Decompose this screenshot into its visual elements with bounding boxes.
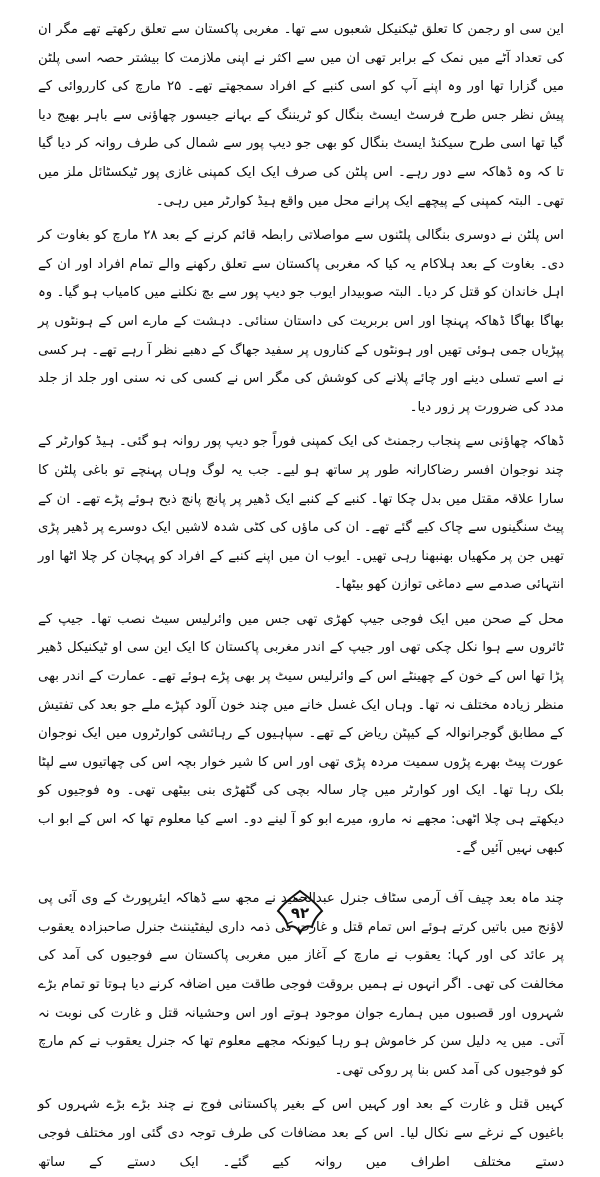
page-number: ۹۲ — [290, 904, 310, 922]
paragraph-2: اس پلٹن نے دوسری بنگالی پلٹنوں سے مواصلاتی رابطہ قائم کرنے کے بعد ۲۸ مارچ کو بغاوت کر دی۔ بغاوت کے بعد ہلاکام یہ کیا کہ مغربی پاکستان سے تعلق رکھنے والے تمام افراد اور ان کے اہل خاندان کو قتل کر دیا۔ البتہ صوبیدار ایوب جو دیپ پور سے بچ نکلنے میں کامیاب ہو گیا۔ وہ بھاگا بھاگا ڈھاکہ پہنچا اور اس بربریت کی داستان سنائی۔ دہشت کے مارے اس کے ہونٹوں پر پپڑیاں جمی ہوئی تھیں اور ہونٹوں کے کناروں پر سفید جھاگ کے دھبے نظر آ رہے تھے۔ ہر کسی نے اسے تسلی دینے اور چائے پلانے کی کوشش کی مگر اس نے کسی کی نہ سنی اور جلد از جلد مدد کی ضرورت پر زور دیا۔ — [38, 228, 565, 415]
paragraph-1: این سی او رجمن کا تعلق ٹیکنیکل شعبوں سے تھا۔ مغربی پاکستان سے تعلق رکھتے تھے مگر ان کی تعداد آٹے میں نمک کے برابر تھی ان میں سے اکثر نے اپنی ملازمت کا بیشتر حصہ اسی پلٹن میں گزارا تھا اور وہ اپنے آپ کو اسی کنبے کے افراد سمجھتے تھے۔ ۲۵ مارچ کی کارروائی کے پیش نظر جس طرح فرسٹ ایسٹ بنگال کو ٹریننگ کے بہانے جیسور چھاؤنی سے باہر بھیج دیا گیا تھا اسی طرح سیکنڈ ایسٹ بنگال کو بھی جو دیپ پور سے شمال کی طرف روانہ کر دیا گیا تا کہ وہ ڈھاکہ سے دور رہے۔ اس پلٹن کی صرف ایک ایک کمپنی غازی پور ٹیکسٹائل ملز میں تھی۔ البتہ کمپنی کے پیچھے ایک پرانے محل میں واقع ہیڈ کوارٹر میں رہی۔ — [38, 22, 564, 209]
paragraph-6: کہیں قتل و غارت کے بعد اور کہیں اس کے بغیر پاکستانی فوج نے چند بڑے بڑے شہروں کو باغیوں کے نرغے سے نکال لیا۔ اس کے بعد مضافات کی طرف توجہ دی گئی اور مختلف فوجی دستے مختلف اطراف میں روانہ کیے گئے۔ ایک دستے کے ساتھ — [38, 1097, 564, 1170]
paragraph-4: محل کے صحن میں ایک فوجی جیپ کھڑی تھی جس میں وائرلیس سیٹ نصب تھا۔ جیپ کے ٹائروں سے ہوا نکل چکی تھی اور جیپ کے اندر مغربی پاکستان کا ایک این سی او ٹیکنیکل ڈھیر پڑا تھا اس کے خون کے چھینٹے اس کے وائرلیس سیٹ پر بھی پڑے ہوئے تھے۔ عمارت کے اندر بھی منظر زیادہ مختلف نہ تھا۔ وہاں ایک غسل خانے میں چند خون آلود کپڑے ملے جو بعد کی تفتیش کے مطابق گوجرانوالہ کے کیپٹن ریاض کے تھے۔ سپاہیوں کے رہائشی کوارٹروں میں ایک نوجوان عورت پیٹ بھرے پڑوں سمیت مردہ پڑی تھی اور اس کا شیر خوار بچہ اس کی چھاتیوں سے لپٹا بلک رہا تھا۔ ایک اور کوارٹر میں چار سالہ بچی کی گٹھڑی بنی بیٹھی تھی۔ وہ فوجیوں کو دیکھتے ہی چلا اٹھی: مجھے نہ مارو، میرے ابو کو آ لینے دو۔ اسے کیا معلوم تھا کہ اس کے ابو اب کبھی نہیں آئیں گے۔ — [38, 611, 564, 856]
page-body-text — [38, 16, 564, 1177]
paragraph-3: ڈھاکہ چھاؤنی سے پنجاب رجمنٹ کی ایک کمپنی فوراً جو دیپ پور روانہ ہو گئی۔ ہیڈ کوارٹر کے چند نوجوان افسر رضاکارانہ طور پر ساتھ ہو لیے۔ جب یہ لوگ وہاں پہنچے تو باغی پلٹن کا سارا علاقہ مقتل میں بدل چکا تھا۔ کنبے کے کنبے ایک ڈھیر پر پانچ پانچ ذبح ہوئے پڑے تھے۔ ان کے پیٹ سنگینوں سے چاک کیے گئے تھے۔ ان کی ماؤں کی کٹی شدہ لاشیں ایک دوسرے پر ڈھیر پڑی تھیں جن پر مکھیاں بھنبھنا رہی تھیں۔ ایوب ان میں اپنے کنبے کے افراد کو پہچان کر چلا اٹھا اور انتہائی صدمے سے دماغی توازن کھو بیٹھا۔ — [38, 434, 564, 593]
paragraph-5: چند ماہ بعد چیف آف آرمی سٹاف جنرل عبدالحمید نے مجھ سے ڈھاکہ ایئرپورٹ کے وی آئی پی لاؤنج میں باتیں کرتے ہوئے اس تمام قتل و غارت کی ذمہ داری لیفٹیننٹ جنرل صاحبزادہ یعقوب پر عائد کی اور کہا: یعقوب نے مارچ کے آغاز میں مغربی پاکستان سے فوجیوں کی آمد کی مخالفت کی تھی۔ اگر انہوں نے ہمیں بروقت فوجی طاقت میں اضافہ کرنے دیا ہوتا تو تمام بڑے شہروں اور قصبوں میں ہمارے جوان موجود ہوتے اور اس وحشیانہ قتل و غارت کی نوبت نہ آتی۔ میں یہ دلیل سن کر خاموش ہو رہا کیونکہ مجھے معلوم تھا کہ جنرل یعقوب نے کم مارچ کو فوجیوں کی آمد کس بنا پر روکی تھی۔ — [38, 891, 564, 1078]
page-footer — [0, 888, 600, 936]
page-number-ornament — [272, 889, 328, 935]
